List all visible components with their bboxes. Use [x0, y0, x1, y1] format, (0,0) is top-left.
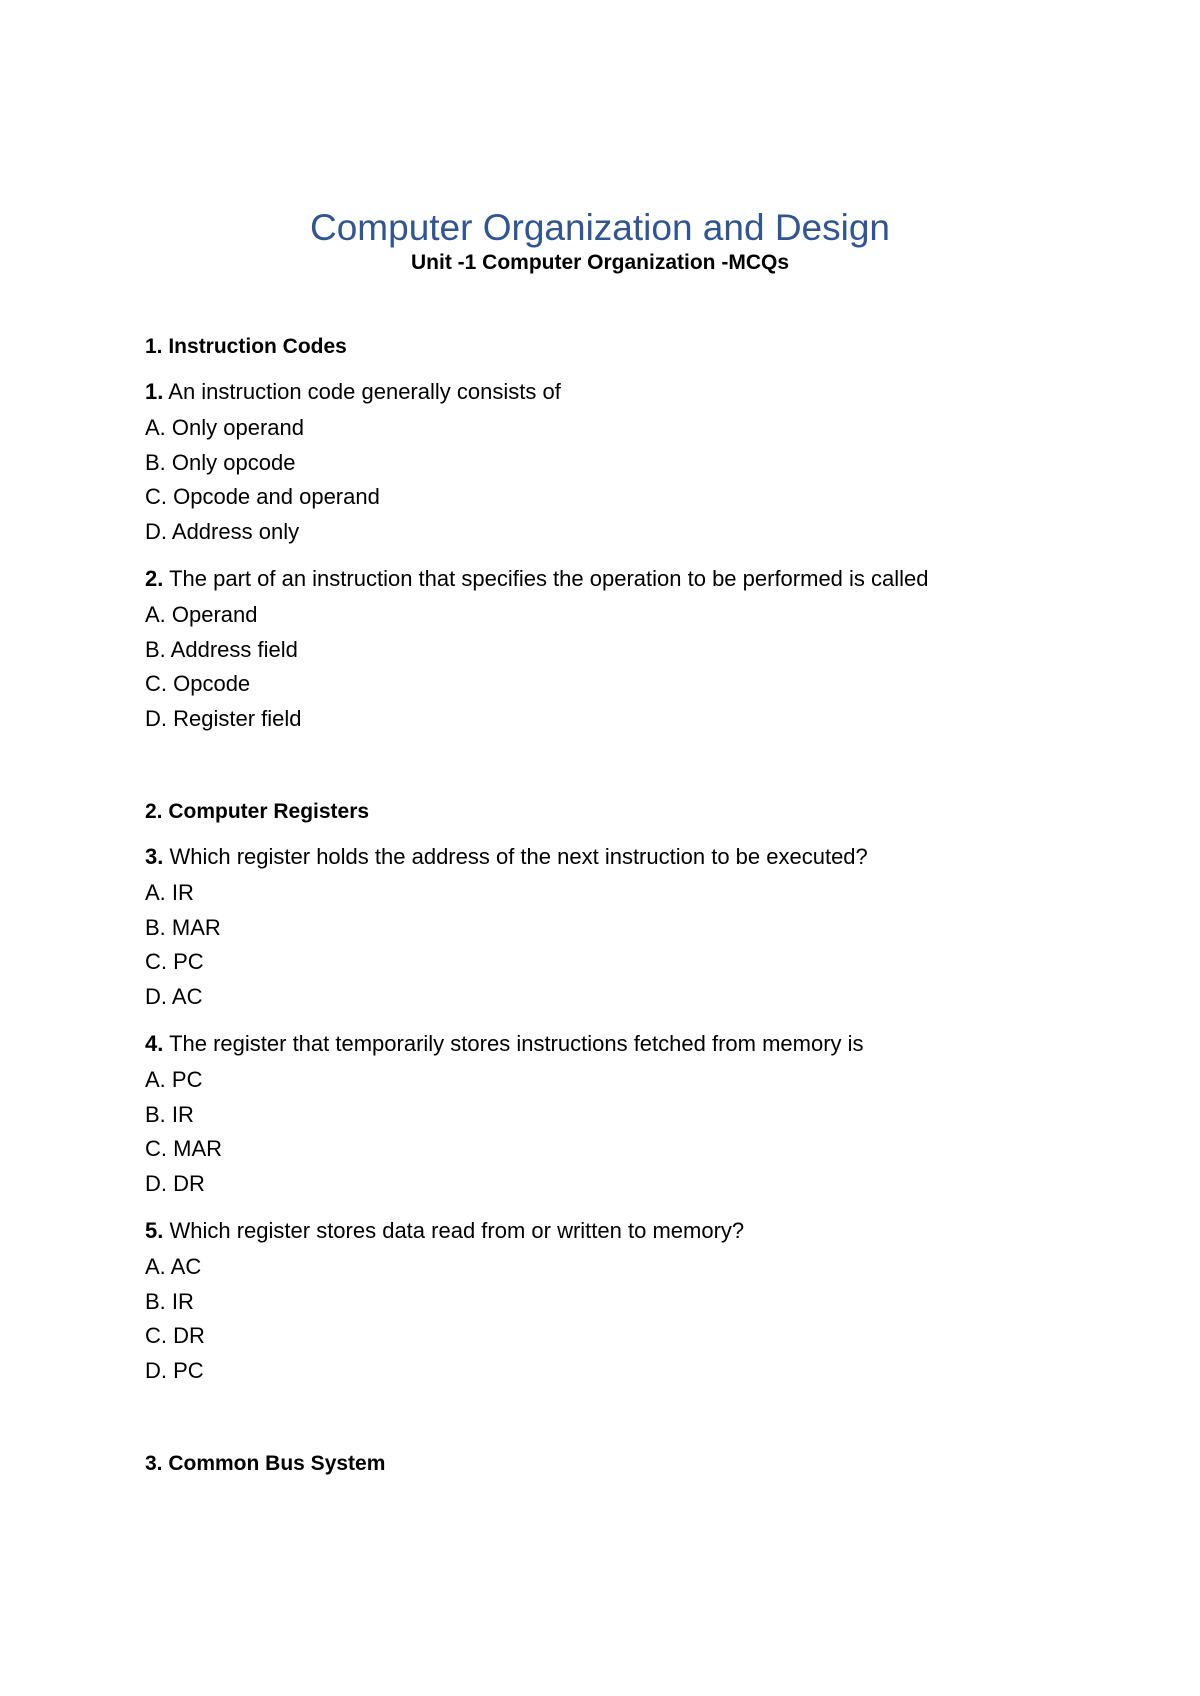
- document-title: Computer Organization and Design: [310, 206, 890, 248]
- question-line: [145, 1216, 1105, 1246]
- section-title: 1. Instruction Codes: [145, 335, 347, 358]
- answer-option: A. PC: [145, 1067, 203, 1092]
- answer-option: C. MAR: [145, 1136, 222, 1161]
- answer-option: D. Address only: [145, 518, 300, 544]
- mcq-section: [145, 333, 1105, 736]
- answer-option: D. Register field: [145, 705, 302, 731]
- answer-option: A. AC: [145, 1254, 202, 1279]
- answer-options: [145, 1063, 1105, 1201]
- mcq-content: [145, 333, 1105, 1494]
- answer-option: C. PC: [145, 949, 204, 974]
- question-block: [145, 564, 1105, 736]
- question-text: Which register holds the address of the next instruction to be executed?: [169, 844, 868, 869]
- answer-options: [145, 411, 1105, 549]
- answer-option: D. AC: [145, 983, 203, 1009]
- answer-option: C. Opcode: [145, 671, 251, 696]
- document-subtitle: Unit -1 Computer Organization -MCQs: [411, 251, 789, 274]
- answer-option: B. MAR: [145, 914, 221, 940]
- answer-option: B. Only opcode: [145, 449, 296, 475]
- answer-option: A. Operand: [145, 602, 258, 627]
- question-number: 5.: [145, 1218, 164, 1243]
- answer-option: B. IR: [145, 1101, 194, 1127]
- question-block: [145, 842, 1105, 1014]
- mcq-section: [145, 798, 1105, 1388]
- mcq-section: [145, 1450, 1105, 1478]
- answer-option: C. DR: [145, 1323, 205, 1348]
- section-title: 3. Common Bus System: [145, 1452, 386, 1475]
- question-number: 3.: [145, 844, 164, 869]
- question-number: 2.: [145, 566, 164, 591]
- answer-options: [145, 876, 1105, 1014]
- question-text: The part of an instruction that specifies the operation to be performed is called: [169, 566, 929, 591]
- answer-options: [145, 1250, 1105, 1388]
- section-title: 2. Computer Registers: [145, 800, 370, 823]
- answer-options: [145, 598, 1105, 736]
- question-text: Which register stores data read from or written to memory?: [169, 1218, 745, 1243]
- question-line: [145, 377, 1105, 407]
- question-text: The register that temporarily stores instructions fetched from memory is: [169, 1031, 864, 1056]
- question-text: An instruction code generally consists of: [168, 379, 561, 404]
- answer-option: D. DR: [145, 1170, 205, 1196]
- answer-option: D. PC: [145, 1357, 204, 1383]
- answer-option: A. IR: [145, 880, 194, 905]
- question-block: [145, 1029, 1105, 1201]
- question-number: 4.: [145, 1031, 164, 1056]
- answer-option: C. Opcode and operand: [145, 484, 380, 509]
- question-line: [145, 1029, 1105, 1059]
- answer-option: B. Address field: [145, 636, 298, 662]
- question-block: [145, 377, 1105, 549]
- question-number: 1.: [145, 379, 164, 404]
- question-line: [145, 842, 1105, 872]
- question-block: [145, 1216, 1105, 1388]
- answer-option: A. Only operand: [145, 415, 304, 440]
- question-line: [145, 564, 1105, 594]
- answer-option: B. IR: [145, 1288, 194, 1314]
